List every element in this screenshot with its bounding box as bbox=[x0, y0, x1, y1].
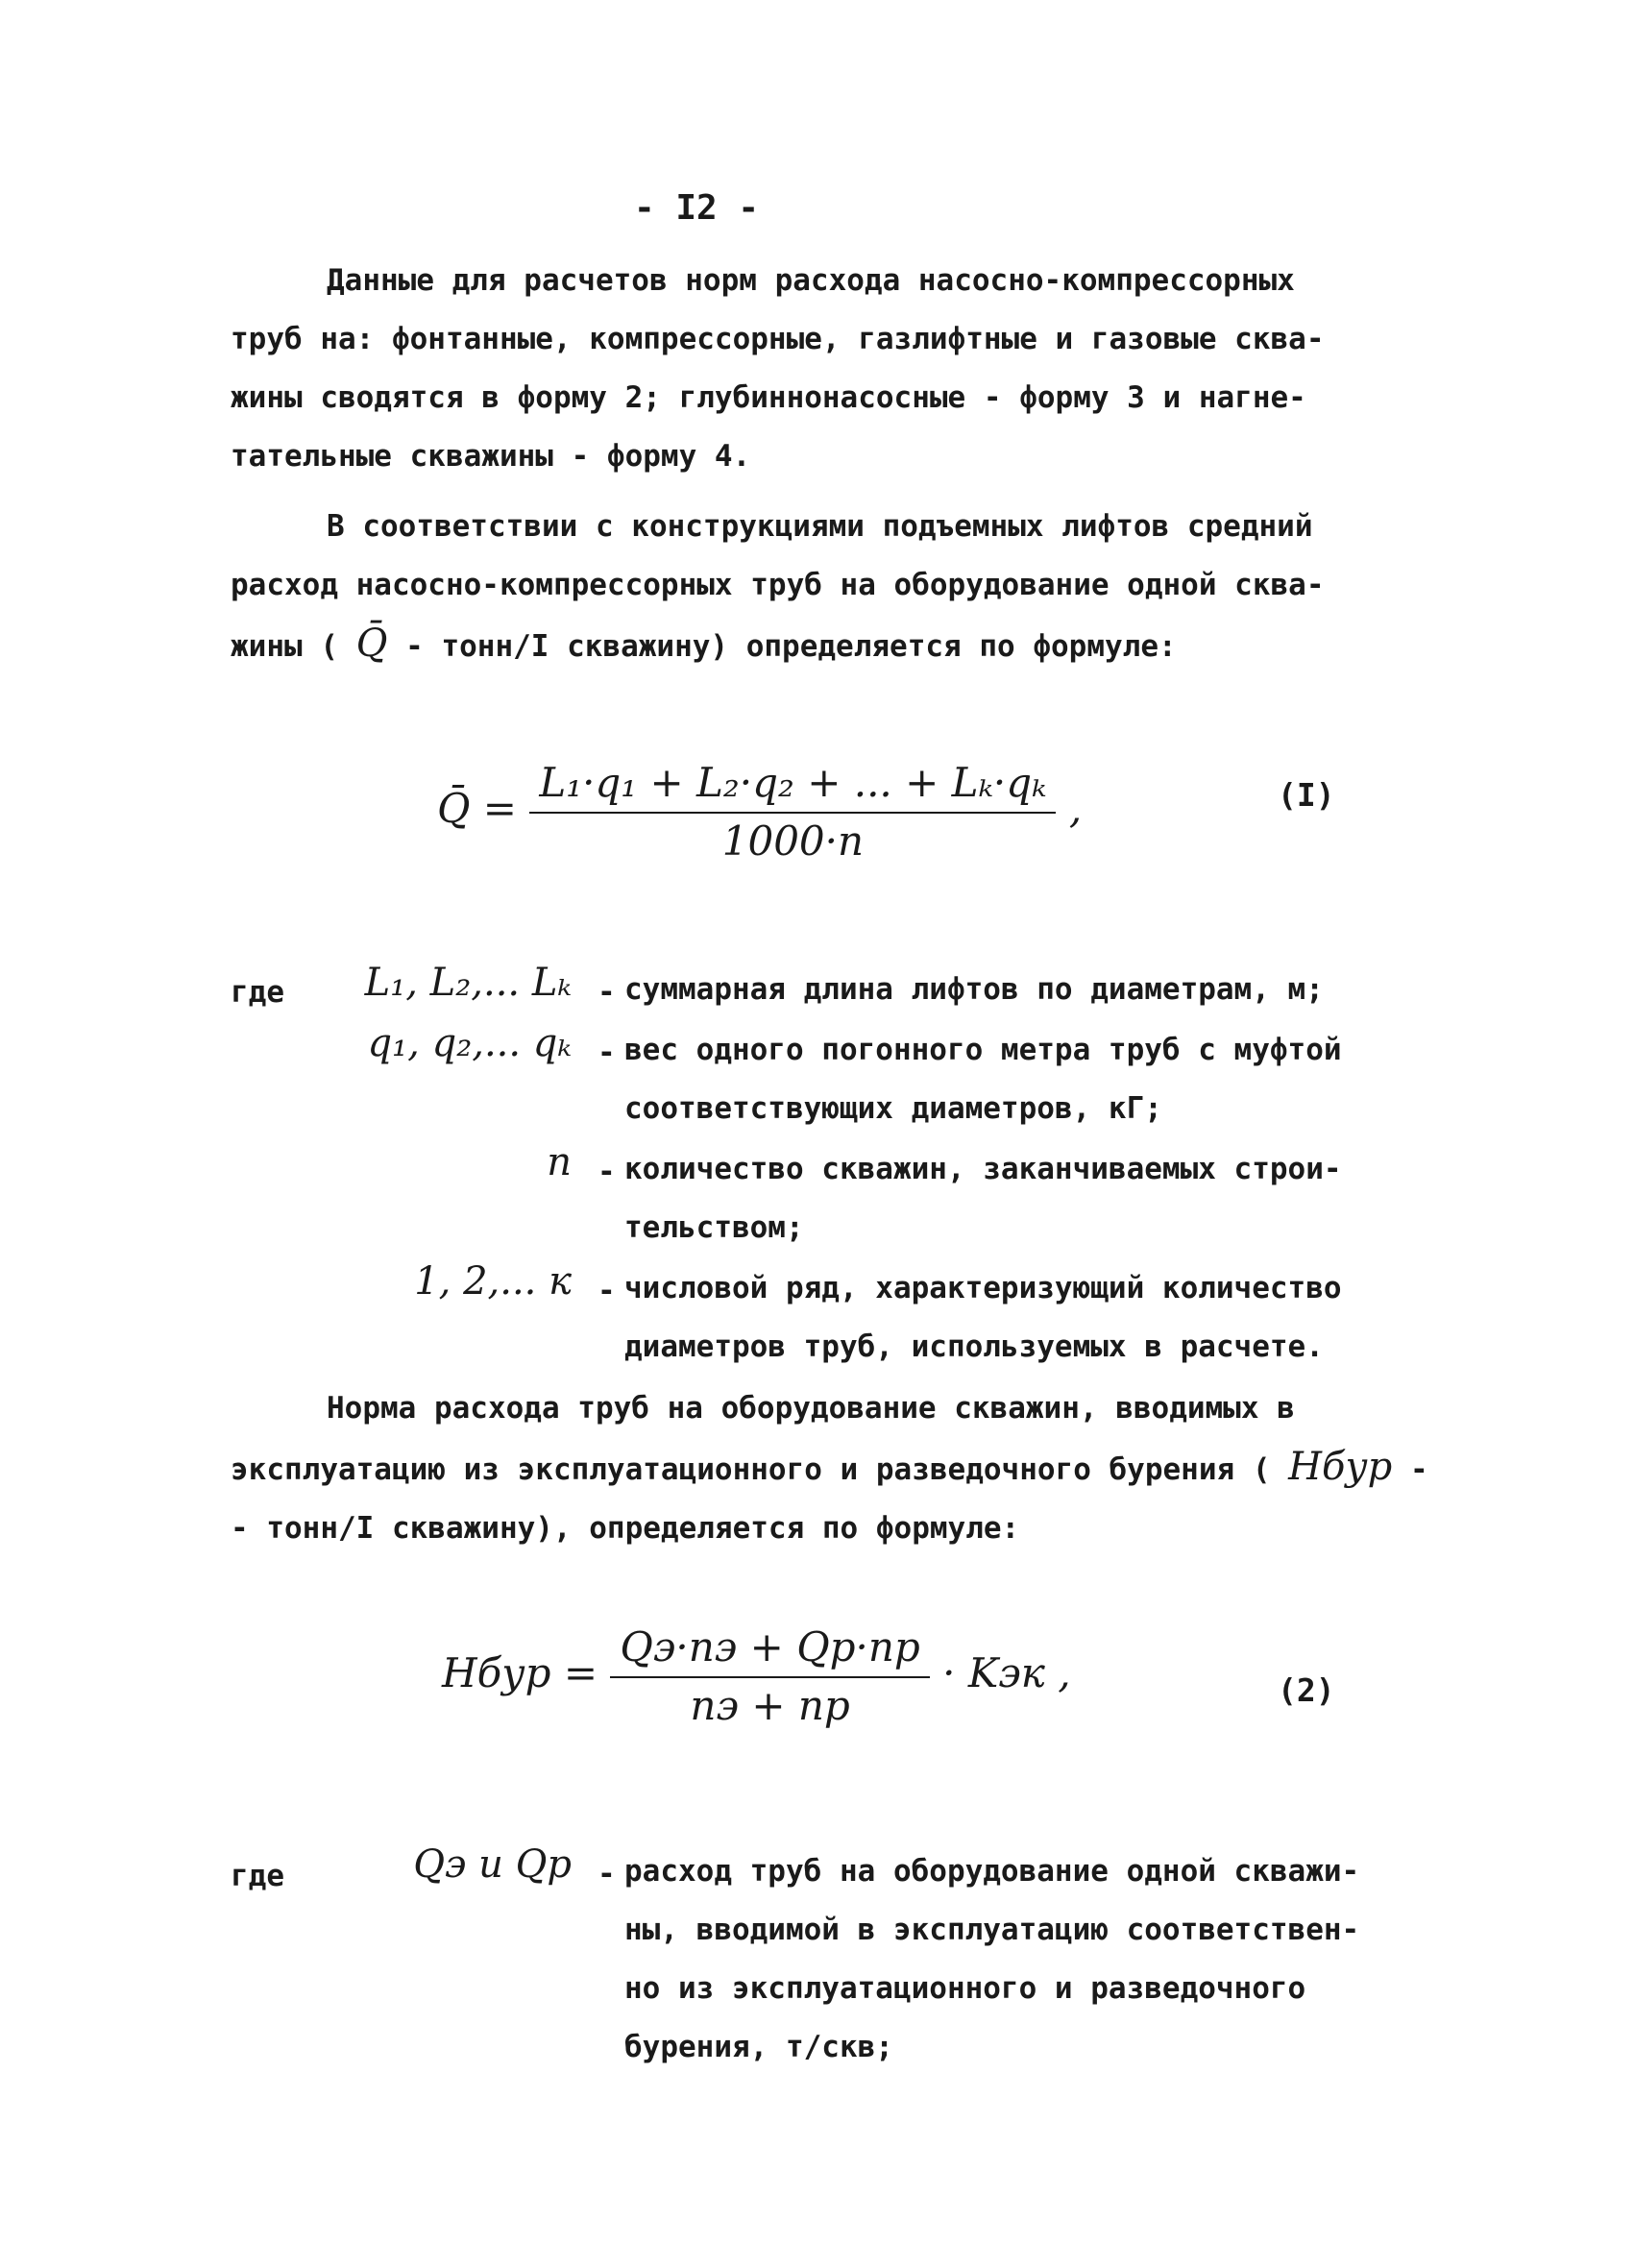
text-fragment: жины ( bbox=[231, 629, 338, 664]
paragraph-line: В соответствии с конструкциями подъемных лифтов средний bbox=[327, 509, 1313, 544]
definition-text bbox=[624, 961, 1412, 1019]
definition-text bbox=[624, 1842, 1412, 2077]
definition-symbol: Qэ и Qр bbox=[413, 1842, 572, 1887]
paragraph-line: - тонн/I скважину), определяется по формуле: bbox=[231, 1511, 1020, 1546]
definition-line: но из эксплуатационного и разведочного bbox=[624, 1971, 1306, 2006]
equation-number-2: (2) bbox=[1278, 1671, 1335, 1709]
definition-line: суммарная длина лифтов по диаметрам, м; bbox=[624, 972, 1324, 1007]
definition-symbol: n bbox=[547, 1140, 572, 1184]
symbol-h-bur: Hбур bbox=[1288, 1445, 1393, 1489]
definition-line: числовой ряд, характеризующий количество bbox=[624, 1271, 1342, 1305]
page-number: - I2 - bbox=[633, 188, 760, 228]
definition-line: вес одного погонного метра труб с муфтой bbox=[624, 1033, 1342, 1067]
paragraph-line bbox=[231, 615, 1383, 676]
formula-2 bbox=[442, 1623, 1071, 1729]
paragraph-line: расход насосно-компрессорных труб на оборудование одной сква- bbox=[231, 568, 1325, 602]
text-fragment: - bbox=[1409, 1452, 1428, 1487]
definition-row bbox=[0, 1259, 1342, 1378]
definition-row bbox=[0, 961, 1324, 1020]
where-label: где bbox=[231, 975, 284, 1010]
definition-row bbox=[0, 1021, 1342, 1140]
paragraph-line: жины сводятся в форму 2; глубиннонасосные - форму 3 и нагне- bbox=[231, 380, 1306, 415]
formula-numerator: Qэ·nэ + Qр·nр bbox=[610, 1623, 929, 1678]
formula-denominator: nэ + nр bbox=[690, 1682, 850, 1729]
definition-line: диаметров труб, используемых в расчете. bbox=[624, 1329, 1324, 1364]
definition-row bbox=[0, 1842, 1360, 2083]
paragraph-line bbox=[231, 1438, 1479, 1500]
definition-line: соответствующих диаметров, кГ; bbox=[624, 1091, 1162, 1126]
equation-number-1: (I) bbox=[1278, 776, 1335, 814]
formula-factor: · Kэк bbox=[942, 1649, 1045, 1696]
definition-dash: - bbox=[598, 1274, 616, 1308]
definition-symbol: L₁, L₂,... Lₖ bbox=[364, 961, 572, 1005]
paragraph-line: Норма расхода труб на оборудование скважин, вводимых в bbox=[327, 1391, 1295, 1426]
definition-dash: - bbox=[598, 1155, 616, 1189]
definition-dash: - bbox=[598, 975, 616, 1010]
paragraph-average-consumption bbox=[231, 498, 1383, 676]
formula-fraction bbox=[610, 1623, 929, 1729]
definition-symbol: 1, 2,... к bbox=[414, 1259, 572, 1304]
definition-line: количество скважин, заканчиваемых строи- bbox=[624, 1152, 1342, 1186]
definition-line: расход труб на оборудование одной скважи- bbox=[624, 1854, 1360, 1889]
paragraph-norm bbox=[231, 1379, 1479, 1558]
where-label: где bbox=[231, 1859, 284, 1893]
formula-trail: , bbox=[1068, 785, 1083, 832]
definition-row bbox=[0, 1140, 1342, 1259]
definition-text bbox=[624, 1140, 1412, 1257]
definition-symbol: q₁, q₂,... qₖ bbox=[367, 1021, 572, 1065]
text-fragment: - тонн/I скважину) определяется по формуле: bbox=[405, 629, 1177, 664]
definition-text bbox=[624, 1259, 1412, 1377]
paragraph-line: труб на: фонтанные, компрессорные, газлифтные и газовые сква- bbox=[231, 322, 1325, 356]
paragraph-forms bbox=[231, 252, 1383, 486]
definition-dash: - bbox=[598, 1857, 616, 1891]
paragraph-line: тательные скважины - форму 4. bbox=[231, 439, 751, 474]
formula-fraction bbox=[529, 759, 1056, 865]
text-fragment: эксплуатацию из эксплуатационного и разведочного бурения ( bbox=[231, 1452, 1271, 1487]
formula-numerator: L₁·q₁ + L₂·q₂ + ... + Lₖ·qₖ bbox=[529, 759, 1056, 814]
definition-line: бурения, т/скв; bbox=[624, 2030, 893, 2064]
formula-1 bbox=[437, 759, 1082, 865]
formula-lhs: Hбур = bbox=[442, 1649, 598, 1696]
definition-line: тельством; bbox=[624, 1210, 804, 1245]
definition-text bbox=[624, 1021, 1412, 1138]
paragraph-line: Данные для расчетов норм расхода насосно-компрессорных bbox=[327, 263, 1295, 298]
formula-trail: , bbox=[1058, 1649, 1071, 1696]
symbol-q-bar: Q̄ bbox=[355, 622, 388, 666]
formula-denominator: 1000·n bbox=[721, 817, 865, 865]
definition-line: ны, вводимой в эксплуатацию соответствен- bbox=[624, 1913, 1360, 1947]
formula-lhs: Q̄ = bbox=[437, 785, 517, 832]
definition-dash: - bbox=[598, 1036, 616, 1070]
